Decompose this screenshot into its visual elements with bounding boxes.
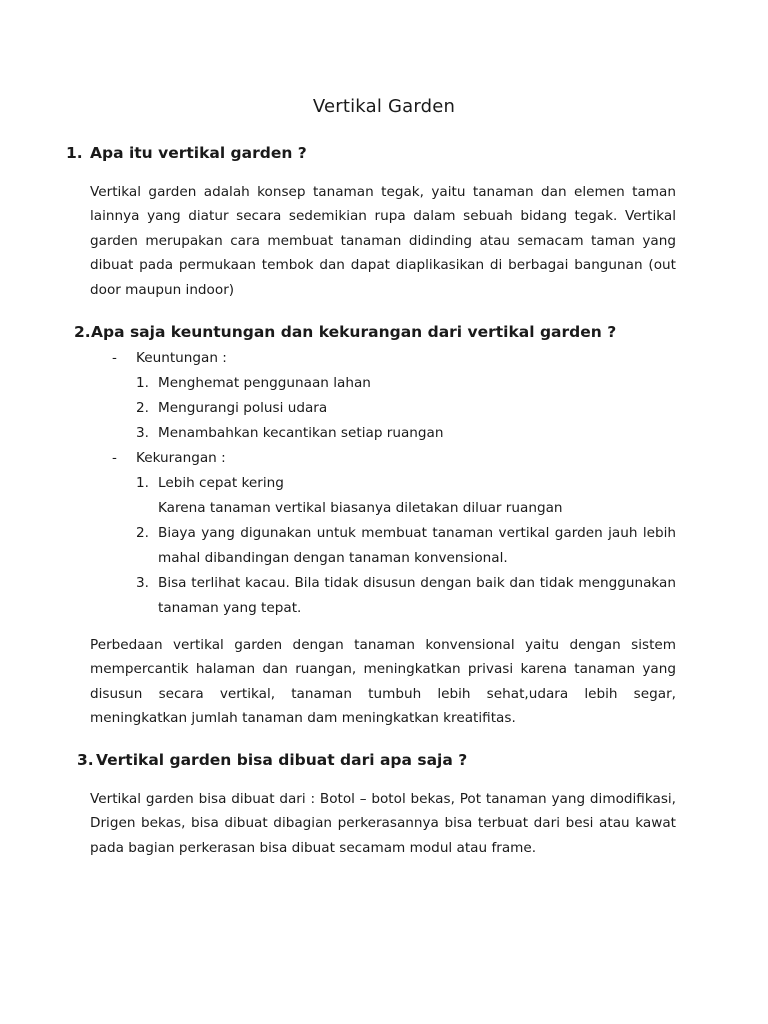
list-item-number: 3. <box>136 575 149 591</box>
section-2-heading <box>74 323 616 341</box>
list-item-number: 1. <box>136 475 149 491</box>
list-item-text: Menghemat penggunaan lahan <box>158 375 371 391</box>
list-item-number: 2. <box>136 525 149 541</box>
section-3-paragraph: Vertikal garden bisa dibuat dari : Botol – botol bekas, Pot tanaman yang dimodifikasi, Drigen bekas, bisa dibuat dibagian perkerasannya bisa terbuat dari besi atau kawat pada bagian perkerasan bisa dibuat secamam modul atau frame. <box>90 791 676 856</box>
section-1-heading-text: Apa itu vertikal garden ? <box>90 144 307 162</box>
section-3-number: 3. <box>77 751 94 769</box>
section-2-heading-text: Apa saja keuntungan dan kekurangan dari vertikal garden ? <box>91 323 617 341</box>
section-2-paragraph: Perbedaan vertikal garden dengan tanaman konvensional yaitu dengan sistem mempercantik halaman dan ruangan, meningkatkan privasi karena tanaman yang disusun secara vertikal, tanaman tumbuh lebih sehat,udara lebih segar, meningkatkan jumlah tanaman dam meningkatkan kreatifitas. <box>90 637 676 727</box>
section-3-heading-text: Vertikal garden bisa dibuat dari apa saja ? <box>96 751 468 769</box>
list-item-number: 2. <box>136 400 149 416</box>
section-1-paragraph: Vertikal garden adalah konsep tanaman tegak, yaitu tanaman dan elemen taman lainnya yang diatur secara sedemikian rupa dalam sebuah bidang tegak. Vertikal garden merupakan cara membuat tanaman didinding atau semacam taman yang dibuat pada permukaan tembok dan dapat diaplikasikan di berbagai bangunan (out door maupun indoor) <box>90 184 676 298</box>
section-1-number: 1. <box>66 144 83 162</box>
advantages-label: Keuntungan : <box>136 350 227 366</box>
list-item-detail-text: Karena tanaman vertikal biasanya diletakan diluar ruangan <box>158 500 563 516</box>
section-1-heading <box>66 144 307 162</box>
dash-bullet: - <box>112 350 117 366</box>
list-item-text: Lebih cepat kering <box>158 475 284 491</box>
list-item-text: Biaya yang digunakan untuk membuat tanaman vertikal garden jauh lebih mahal dibandingan dengan tanaman konvensional. <box>158 525 676 566</box>
list-item-number: 3. <box>136 425 149 441</box>
list-item-text: Mengurangi polusi udara <box>158 400 328 416</box>
disadvantages-label: Kekurangan : <box>136 450 226 466</box>
document-title: Vertikal Garden <box>312 96 456 117</box>
section-2-number: 2. <box>74 323 91 341</box>
list-item-number: 1. <box>136 375 149 391</box>
list-item-text: Menambahkan kecantikan setiap ruangan <box>158 425 444 441</box>
list-item-text: Bisa terlihat kacau. Bila tidak disusun dengan baik dan tidak menggunakan tanaman yang tepat. <box>158 575 676 616</box>
section-3-heading <box>77 751 467 769</box>
dash-bullet: - <box>112 450 117 466</box>
